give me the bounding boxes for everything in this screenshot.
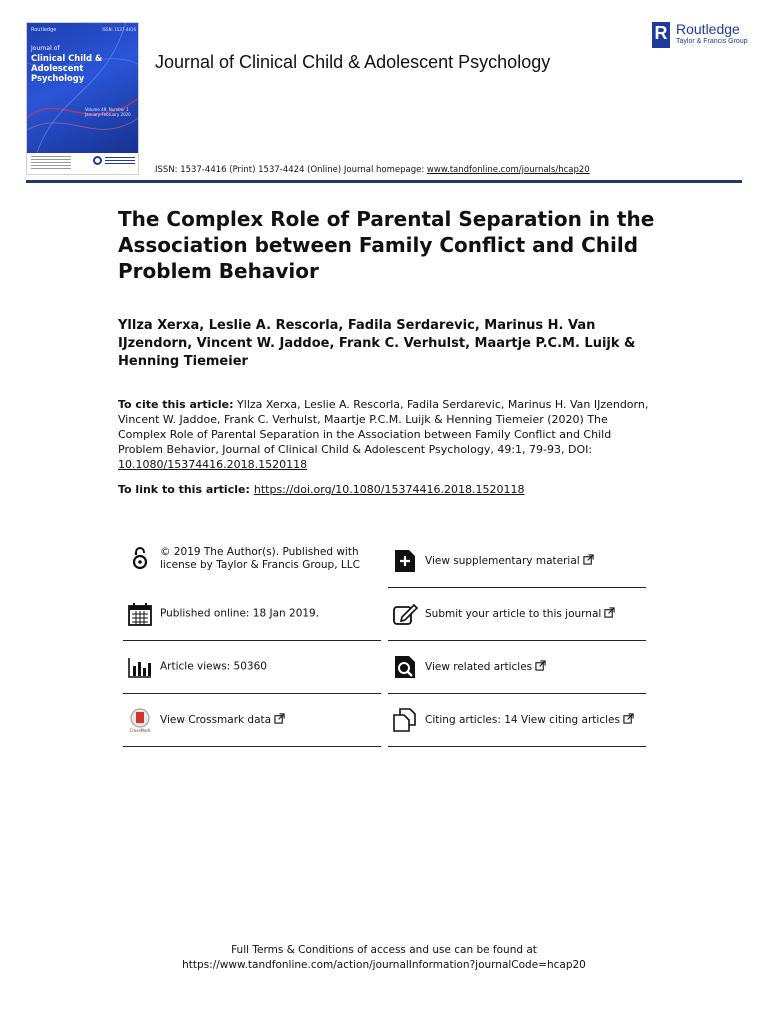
journal-title: Journal of Clinical Child & Adolescent Psychology [155, 52, 551, 72]
submit-link[interactable]: Submit your article to this journal [425, 608, 602, 620]
crossmark-icon [127, 707, 153, 733]
cover-title [31, 45, 139, 83]
journal-cover-image [26, 22, 139, 175]
publisher-logo[interactable] [652, 22, 752, 50]
issn-line [155, 165, 590, 175]
citing-link[interactable]: Citing articles: 14 View citing articles [425, 714, 620, 726]
related-articles[interactable] [388, 641, 646, 694]
crossmark[interactable] [123, 694, 381, 747]
header-divider [26, 180, 742, 183]
external-link-icon [583, 554, 594, 565]
published-online [123, 588, 381, 641]
citation-text: Yllza Xerxa, Leslie A. Rescorla, Fadila Serdarevic, Marinus H. Van IJzendorn, Vincent W. Jaddoe, Frank C. Verhulst, Maartje P.C.M. Luijk & Henning Tiemeier (2020) The Complex Role of Parental Separation in the Association between Family Conflict and Child Problem Behavior, Journal of Clinical Child & Adolescent Psychology, 49:1, 79-93, DOI: [118, 398, 649, 456]
views-count: Article views: 50360 [160, 660, 267, 673]
cover-publisher-mark: Routledge [31, 27, 57, 33]
supplementary-link[interactable]: View supplementary material [425, 555, 580, 567]
article-title: The Complex Role of Parental Separation in the Association between Family Conflict and Child Problem Behavior [118, 207, 655, 283]
article-authors: Yllza Xerxa, Leslie A. Rescorla, Fadila Serdarevic, Marinus H. Van IJzendorn, Vincent W. Jaddoe, Frank C. Verhulst, Maartje P.C.M. Luijk & Henning Tiemeier [118, 318, 636, 369]
submit-text [425, 607, 640, 621]
cover-title-line: Adolescent Psychology [31, 63, 85, 83]
crossmark-text [160, 713, 375, 727]
external-link-icon [274, 713, 285, 724]
terms-line: Full Terms & Conditions of access and use can be found at [231, 944, 537, 956]
publisher-group: Taylor & Francis Group [676, 38, 748, 45]
issn-text: ISSN: 1537-4416 (Print) 1537-4424 (Online) Journal homepage: [155, 165, 427, 175]
supplementary-material[interactable] [388, 535, 646, 588]
external-link-icon [623, 713, 634, 724]
open-access-license [123, 532, 381, 585]
related-text [425, 660, 640, 674]
cover-volume: Volume 49, Number 1 January-February 2020 [85, 107, 131, 117]
supplementary-text [425, 554, 640, 568]
published-date: Published online: 18 Jan 2019. [160, 607, 320, 620]
article-doi-link[interactable]: https://doi.org/10.1080/15374416.2018.1520118 [253, 483, 525, 496]
cover-issn: ISSN: 1537-4416 [102, 27, 136, 32]
terms-footer [0, 943, 768, 973]
society-name-text [105, 157, 135, 165]
external-link-icon [535, 660, 546, 671]
society-logo-icon [93, 156, 102, 165]
file-plus-icon [392, 548, 418, 574]
article-views [123, 641, 381, 694]
citing-articles[interactable] [388, 694, 646, 747]
article-link-label: To link to this article: [118, 483, 250, 496]
cover-artwork [27, 23, 139, 153]
bar-chart-icon [127, 654, 153, 680]
citing-text [425, 713, 640, 727]
citation-block [118, 397, 658, 472]
terms-url-link[interactable]: https://www.tandfonline.com/action/journalInformation?journalCode=hcap20 [182, 959, 586, 971]
routledge-r-icon: R [652, 22, 670, 48]
citation-doi-link[interactable]: 10.1080/15374416.2018.1520118 [118, 458, 308, 471]
cover-title-line: Journal of [31, 45, 60, 52]
license-text: © 2019 The Author(s). Published with license by Taylor & Francis Group, LLC [160, 545, 360, 571]
external-link-icon [604, 607, 615, 618]
cover-footer-text [31, 156, 71, 170]
submit-article[interactable] [388, 588, 646, 641]
cover-swirl-graphic [27, 23, 139, 153]
cover-footer [27, 153, 139, 175]
publisher-name: Routledge [676, 21, 740, 37]
citation-label: To cite this article: [118, 398, 234, 411]
citing-documents-icon [392, 707, 418, 733]
search-document-icon [392, 654, 418, 680]
open-access-icon [127, 546, 153, 572]
crossmark-label: CrossMark [129, 728, 151, 733]
edit-pencil-icon [392, 601, 418, 627]
related-link[interactable]: View related articles [425, 661, 533, 673]
journal-homepage-link[interactable]: www.tandfonline.com/journals/hcap20 [426, 165, 590, 175]
crossmark-link[interactable]: View Crossmark data [160, 714, 272, 726]
cover-title-line: Clinical Child & [31, 53, 103, 63]
article-link-line [118, 482, 678, 497]
calendar-icon [127, 601, 153, 627]
